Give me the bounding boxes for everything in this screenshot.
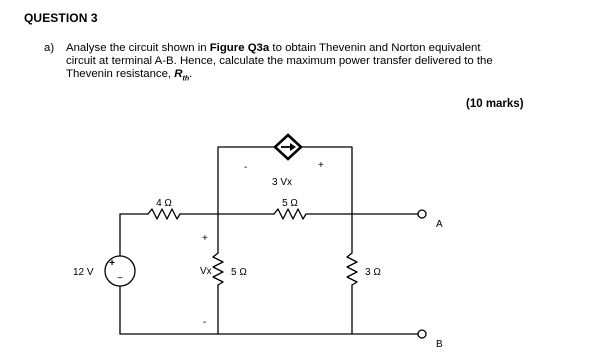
resistor-5ohm-vertical: [213, 253, 223, 285]
wire-upper-left: [218, 147, 275, 214]
line3-post: .: [189, 68, 193, 80]
dependent-current-source-icon: [275, 135, 301, 159]
terminal-a-label: A: [436, 219, 443, 230]
r3-label: 5 Ω: [282, 198, 298, 209]
source-label: 12 V: [73, 267, 94, 278]
terminal-b-label: B: [436, 339, 443, 350]
terminal-b-icon: [418, 330, 426, 338]
figure-reference: Figure Q3a: [209, 42, 270, 54]
rth-sub: th: [182, 75, 190, 83]
vx-label: Vx: [200, 266, 212, 277]
part-marker: a): [44, 42, 55, 54]
r4-label: 3 Ω: [365, 267, 381, 278]
rth-main: R: [174, 68, 183, 80]
marks-label: (10 marks): [466, 98, 524, 110]
circuit-wires: [120, 147, 418, 334]
terminal-a-icon: [418, 210, 426, 218]
line1-post: to obtain Thevenin and Norton equivalent: [269, 42, 481, 54]
question-heading: QUESTION 3: [24, 11, 98, 25]
source-plus-sign: +: [109, 258, 115, 269]
r2-label: 5 Ω: [231, 267, 247, 278]
source-minus-sign: −: [117, 273, 123, 284]
dependent-source-plus: +: [318, 160, 324, 171]
vx-minus-sign: -: [203, 317, 207, 328]
resistor-5ohm-horizontal: [274, 209, 306, 219]
dependent-source-label: 3 Vx: [272, 177, 293, 188]
question-line-2: circuit at terminal A-B. Hence, calculate the maximum power transfer delivered to the: [66, 55, 493, 67]
resistor-4ohm: [148, 209, 180, 219]
vx-plus-sign: +: [202, 233, 208, 244]
r1-label: 4 Ω: [156, 198, 172, 209]
wire-upper-right: [301, 147, 352, 214]
line1-pre: Analyse the circuit shown in: [66, 42, 210, 54]
resistor-3ohm: [347, 253, 357, 285]
dependent-source-minus: -: [244, 162, 248, 173]
line3-pre: Thevenin resistance,: [66, 68, 175, 80]
